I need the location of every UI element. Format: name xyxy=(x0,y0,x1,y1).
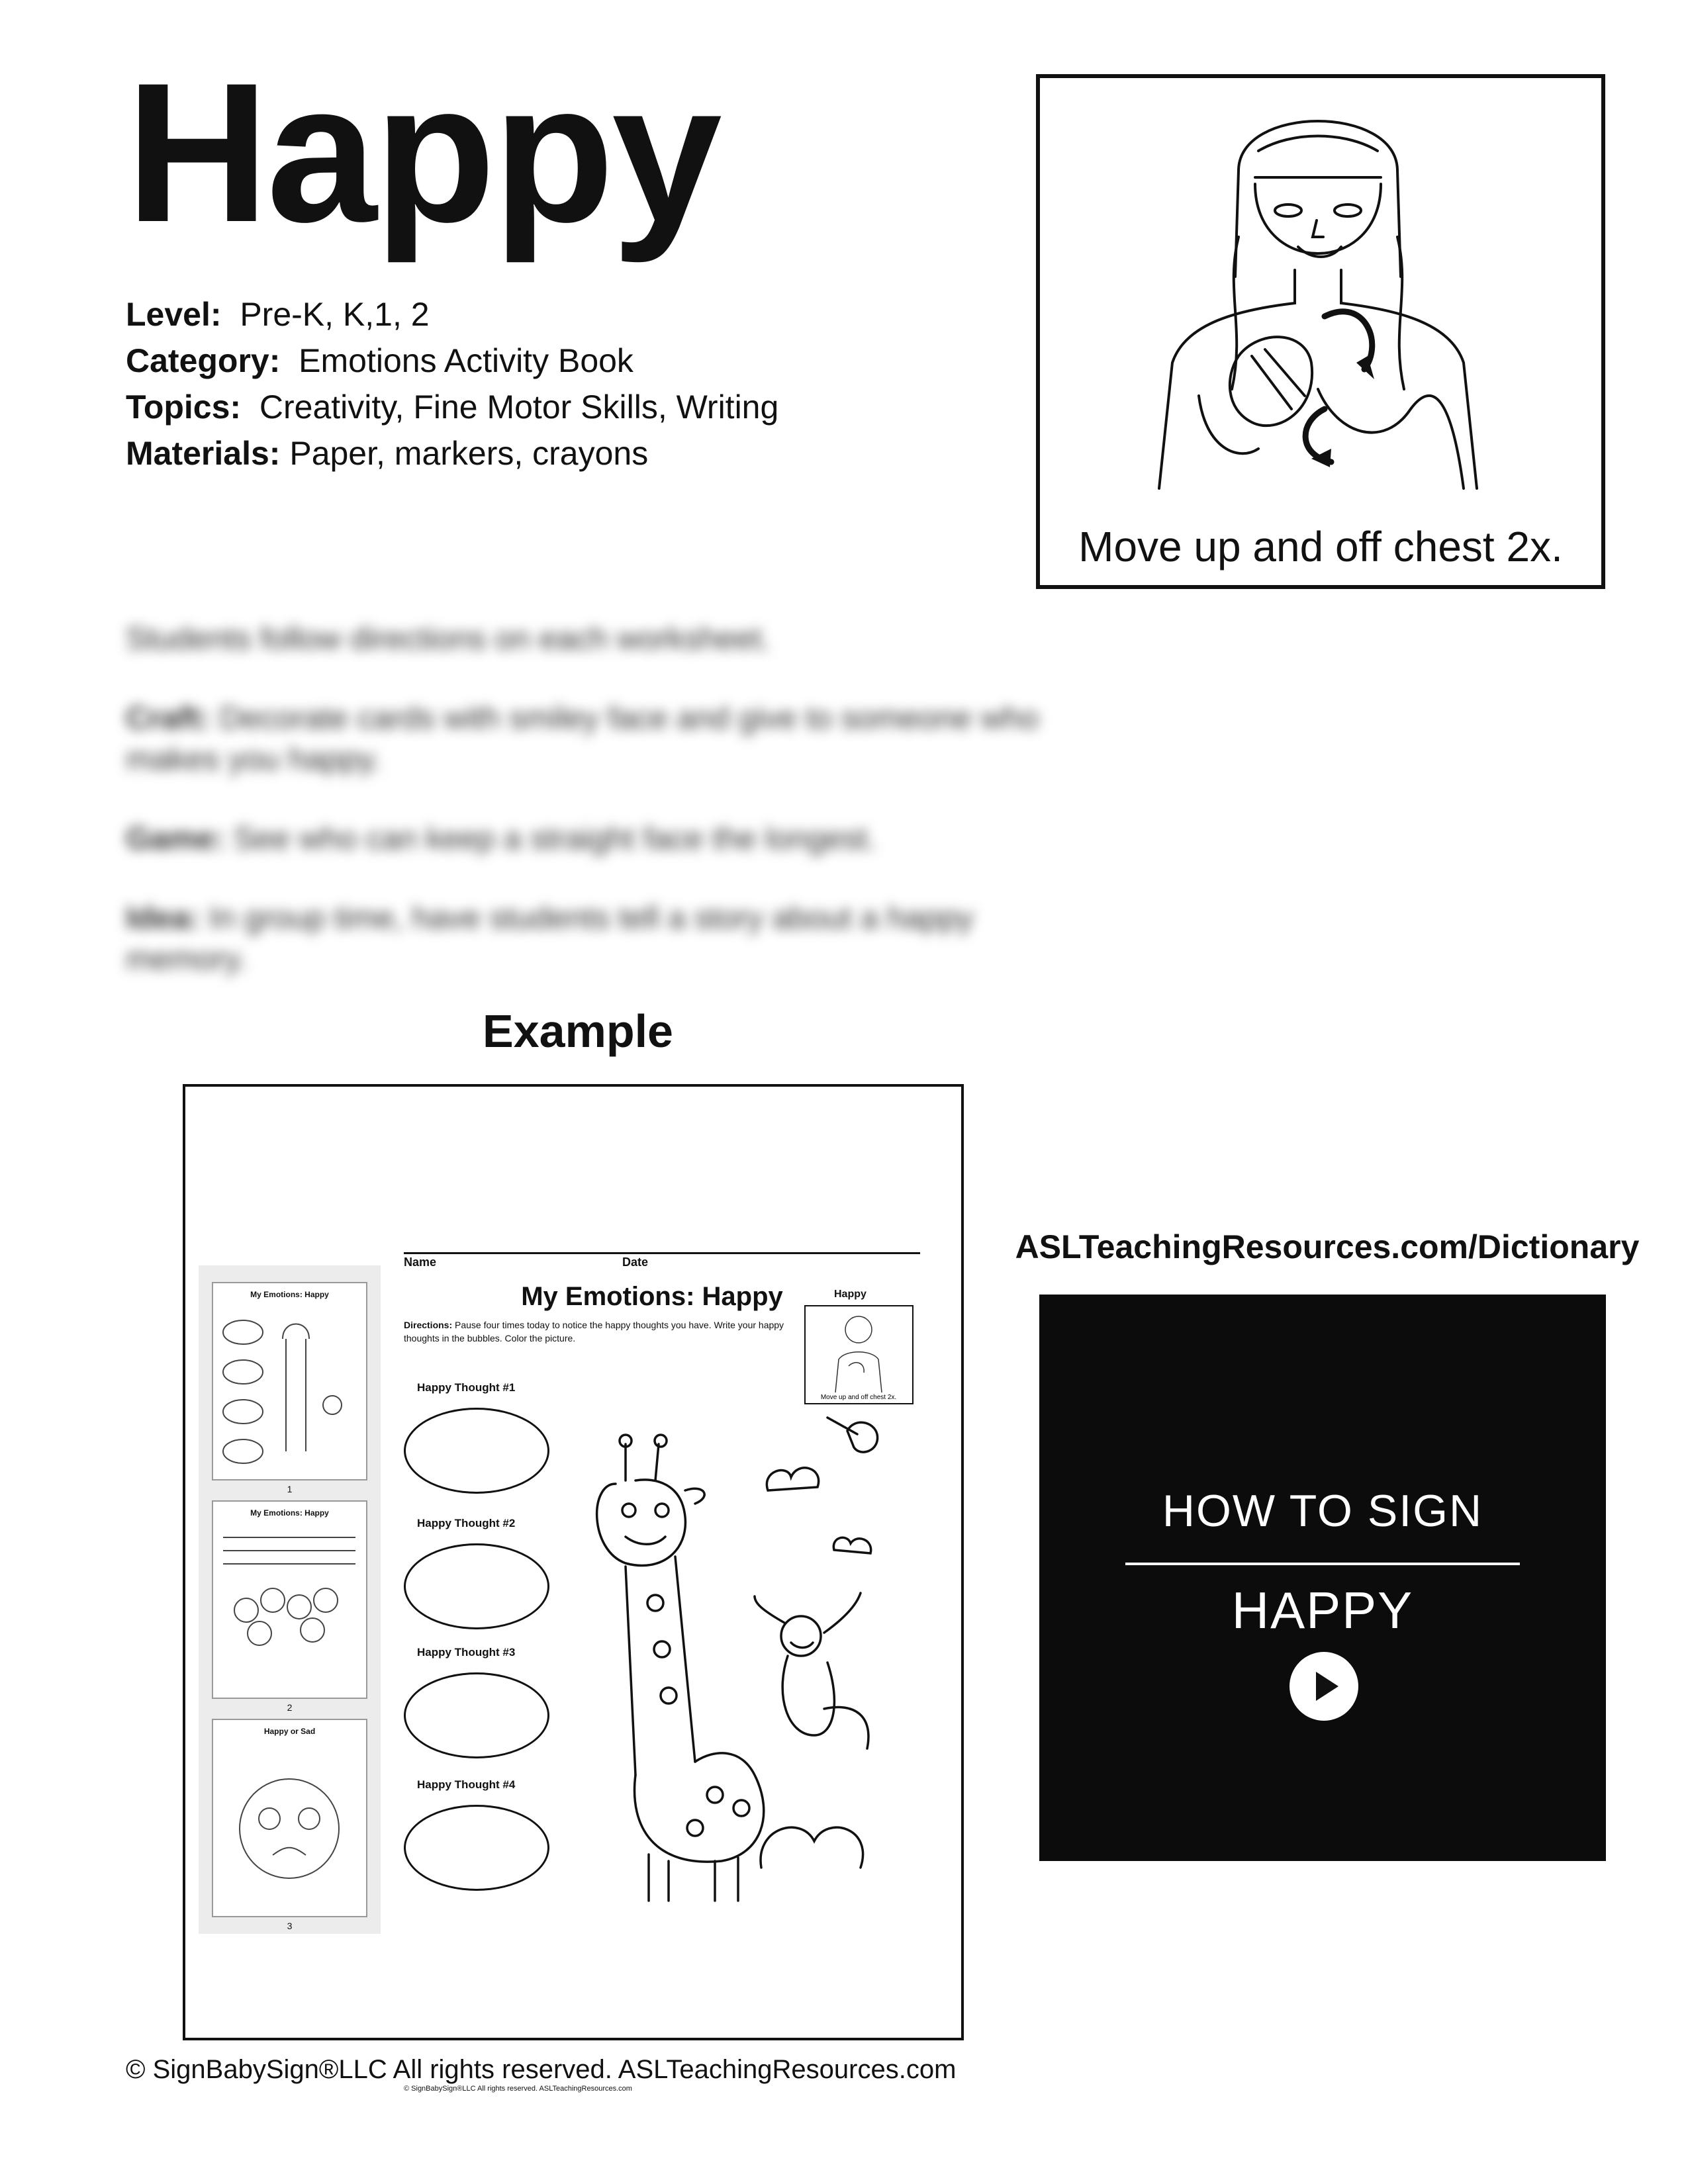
video-divider xyxy=(1125,1563,1520,1565)
thumbnail-page-1 xyxy=(212,1282,367,1480)
materials-row xyxy=(126,430,778,477)
how-to-sign-video[interactable] xyxy=(1039,1295,1606,1861)
game-text: See who can keep a straight face the longest. xyxy=(233,821,877,856)
worksheet-date-label: Date xyxy=(622,1255,649,1269)
worksheet-preview xyxy=(404,1252,933,2093)
worksheet-name-label: Name xyxy=(404,1255,437,1269)
worksheet-directions xyxy=(404,1318,801,1345)
worksheet-footer: © SignBabySign®LLC All rights reserved. ASLTeachingResources.com xyxy=(404,2085,632,2093)
balloons-thumbnail-art xyxy=(213,1518,366,1696)
girl-signing-illustration xyxy=(1040,78,1601,585)
header-rule xyxy=(404,1252,920,1254)
example-heading: Example xyxy=(483,1005,673,1057)
craft-text: Decorate cards with smiley face and give to someone who makes you happy. xyxy=(126,701,1039,777)
activity-game xyxy=(126,819,1092,860)
thumbnail-page-2 xyxy=(212,1500,367,1699)
idea-label: Idea: xyxy=(126,901,201,936)
thumbnail-art xyxy=(213,1299,366,1478)
dictionary-link[interactable]: ASLTeachingResources.com/Dictionary xyxy=(1015,1228,1640,1265)
mini-sign-illustration xyxy=(806,1306,912,1403)
level-row xyxy=(126,291,778,338)
thumbnail-title: My Emotions: Happy xyxy=(250,1290,329,1299)
activity-instructions-blurred xyxy=(126,619,1092,1019)
sign-caption: Move up and off chest 2x. xyxy=(1078,523,1563,570)
thumbnail-number: 1 xyxy=(287,1484,293,1494)
topics-value: Creativity, Fine Motor Skills, Writing xyxy=(259,388,779,426)
thumbnail-title: My Emotions: Happy xyxy=(250,1508,329,1518)
page-title: Happy xyxy=(126,41,720,263)
activity-intro: Students follow directions on each worksheet. xyxy=(126,621,771,657)
worksheet-sign-box xyxy=(804,1305,914,1404)
thought-bubble xyxy=(404,1672,549,1758)
thought-label: Happy Thought #2 xyxy=(417,1517,516,1529)
thought-label: Happy Thought #3 xyxy=(417,1646,516,1659)
thought-label: Happy Thought #1 xyxy=(417,1381,516,1394)
face-thumbnail-art xyxy=(213,1736,366,1915)
level-value: Pre-K, K,1, 2 xyxy=(240,296,430,333)
level-label: Level: xyxy=(126,296,222,333)
craft-label: Craft: xyxy=(126,701,211,736)
worksheet-sign-label: Happy xyxy=(834,1289,867,1300)
topics-row xyxy=(126,384,778,430)
category-value: Emotions Activity Book xyxy=(299,342,633,379)
play-icon[interactable] xyxy=(1289,1652,1358,1721)
materials-label: Materials: xyxy=(126,435,281,472)
topics-label: Topics: xyxy=(126,388,242,426)
video-title-line1: HOW TO SIGN xyxy=(1162,1486,1483,1536)
copyright-footer: © SignBabySign®LLC All rights reserved. ASLTeachingResources.com xyxy=(126,2055,957,2084)
thumbnail-page-3 xyxy=(212,1719,367,1917)
example-preview xyxy=(183,1084,964,2093)
worksheet-title: My Emotions: Happy xyxy=(521,1282,783,1311)
thumbnail-strip xyxy=(199,1265,381,1934)
thumbnail-title: Happy or Sad xyxy=(263,1727,316,1736)
directions-label: Directions: xyxy=(404,1320,453,1330)
thought-bubble xyxy=(404,1543,549,1629)
video-title-line2: HAPPY xyxy=(1231,1581,1414,1639)
directions-text: Pause four times today to notice the happy thoughts you have. Write your happy thoughts in the bubbles. Color the picture. xyxy=(404,1320,784,1343)
thought-label: Happy Thought #4 xyxy=(417,1778,516,1791)
category-label: Category: xyxy=(126,342,281,379)
game-label: Game: xyxy=(126,821,225,856)
mini-sign-caption: Move up and off chest 2x. xyxy=(820,1394,897,1401)
materials-value: Paper, markers, crayons xyxy=(289,435,649,472)
idea-text: In group time, have students tell a story about a happy memory. xyxy=(126,901,974,977)
lesson-meta xyxy=(126,291,778,477)
thought-bubble xyxy=(404,1408,549,1494)
sign-illustration-card xyxy=(1036,74,1605,589)
thumbnail-number: 2 xyxy=(287,1702,293,1713)
thumbnail-number: 3 xyxy=(287,1921,293,1931)
category-row xyxy=(126,338,778,384)
thought-bubble xyxy=(404,1805,549,1891)
activity-craft xyxy=(126,698,1092,780)
activity-idea xyxy=(126,898,1092,980)
giraffe-monkey-illustration xyxy=(563,1404,933,1907)
